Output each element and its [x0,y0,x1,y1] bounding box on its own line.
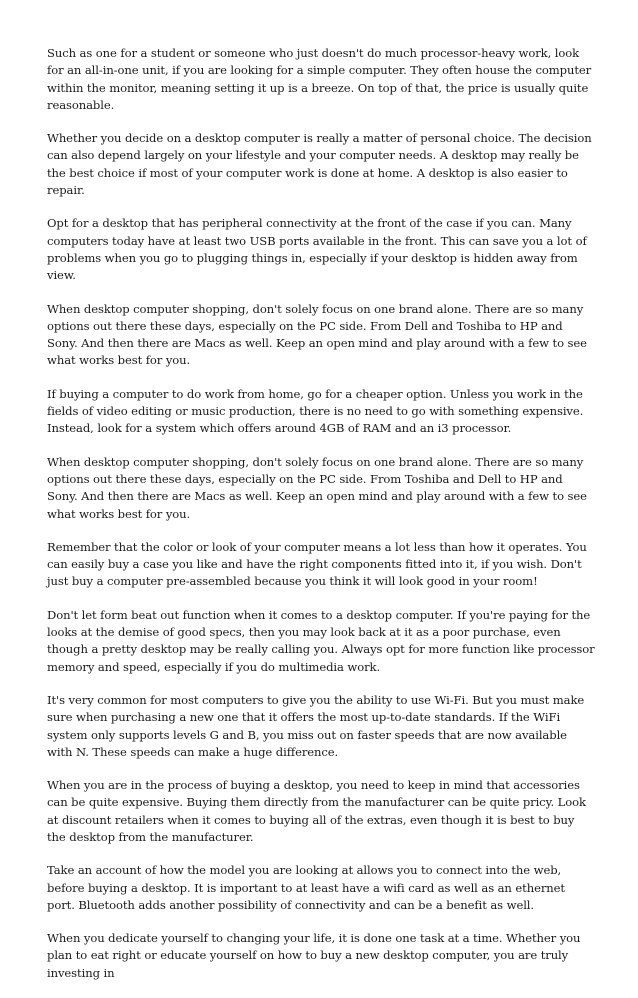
document-page [47,45,595,998]
paragraph-5: If buying a computer to do work from home, go for a cheaper option. Unless you work in the fields of video editing or music production, there is no need to go with something expensive. Instead, look for a system which offers around 4GB of RAM and an i3 processor. [47,386,584,436]
paragraph-1: Such as one for a student or someone who just doesn't do much processor-heavy work, look for an all-in-one unit, if you are looking for a simple computer. They often house the computer within the monitor, meaning setting it up is a breeze. On top of that, the price is usually quite reasonable. [47,46,592,112]
paragraph-9: It's very common for most computers to give you the ability to use Wi-Fi. But you must make sure when purchasing a new one that it offers the most up-to-date standards. If the WiFi system only supports levels G and B, you miss out on faster speeds that are now available with N. These speeds can make a huge difference. [47,692,585,759]
paragraph-12: When you dedicate yourself to changing your life, it is done one task at a time. Whether you plan to eat right or educate yourself on how to buy a new desktop computer, you are truly investing in [47,931,581,980]
paragraph-6: When desktop computer shopping, don't solely focus on one brand alone. There are so many options out there these days, especially on the PC side. From Toshiba and Dell to HP and Sony. And then there are Macs as well. Keep an open mind and play around with a few to see what works best for you. [47,454,587,521]
paragraph-2: Whether you decide on a desktop computer is really a matter of personal choice. The decision can also depend largely on your lifestyle and your computer needs. A desktop may really be the best choice if most of your computer work is done at home. A desktop is also easier to repair. [47,131,592,198]
paragraph-8: Don't let form beat out function when it comes to a desktop computer. If you're paying for the looks at the demise of good specs, then you may look back at it as a poor purchase, even though a pretty desktop may be really calling you. Always opt for more function like processor memory and speed, especially if you do multimedia work. [47,607,595,674]
paragraph-7: Remember that the color or look of your computer means a lot less than how it operates. You can easily buy a case you like and have the right components fitted into it, if you wish. Don't just buy a computer pre-assembled because you think it will look good in your room! [47,539,587,589]
paragraph-3: Opt for a desktop that has peripheral connectivity at the front of the case if you can. Many computers today have at least two USB ports available in the front. This can save you a lot of problems when you go to plugging things in, especially if your desktop is hidden away from view. [47,216,587,283]
paragraph-4: When desktop computer shopping, don't solely focus on one brand alone. There are so many options out there these days, especially on the PC side. From Dell and Toshiba to HP and Sony. And then there are Macs as well. Keep an open mind and play around with a few to see what works best for you. [47,301,587,368]
paragraph-10: When you are in the process of buying a desktop, you need to keep in mind that accessories can be quite expensive. Buying them directly from the manufacturer can be quite pricy. Look at discount retailers when it comes to buying all of the extras, even though it is best to buy the desktop from the manufacturer. [47,778,586,844]
paragraph-11: Take an account of how the model you are looking at allows you to connect into the web, before buying a desktop. It is important to at least have a wifi card as well as an ethernet port. Bluetooth adds another possibility of connectivity and can be a benefit as well. [47,863,565,912]
